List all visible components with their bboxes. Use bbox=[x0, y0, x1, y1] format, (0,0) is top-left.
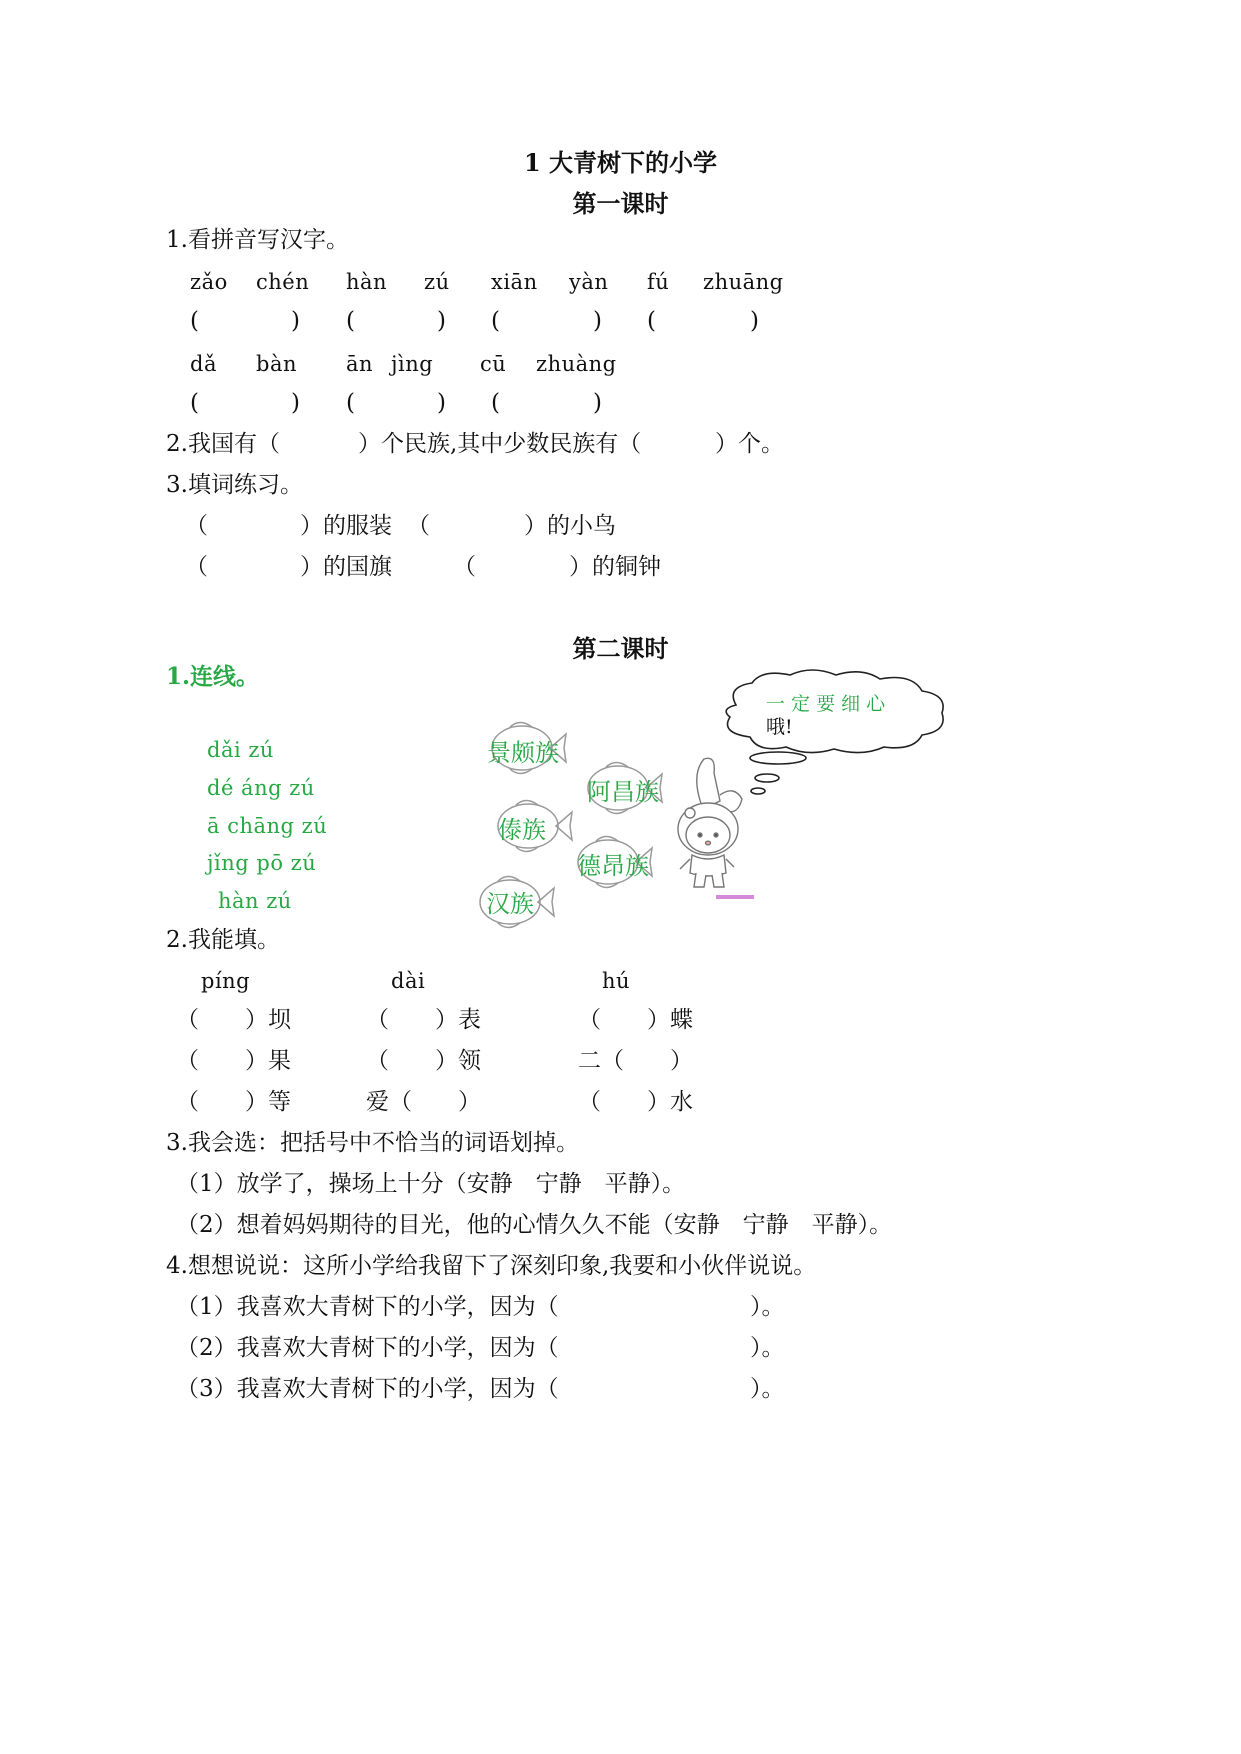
fill-item-clothing: ）的服装 bbox=[300, 513, 392, 539]
l2-q4-line-end: ）。 bbox=[750, 1294, 785, 1320]
l2-q3-sentence-2: （2）想着妈妈期待的目光，他的心情久久不能（安静 宁静 平静）。 bbox=[176, 1212, 893, 1238]
l1-q2-part1: 2.我国有（ bbox=[166, 431, 280, 457]
l2-q4-line-3: （3）我喜欢大青树下的小学，因为（ bbox=[176, 1376, 559, 1402]
speech-line-1: 一 定 要 细 心 bbox=[766, 693, 886, 715]
answer-paren-open: ( bbox=[190, 390, 199, 416]
answer-paren-close: ) bbox=[437, 390, 446, 416]
pinyin-header-dai: dài bbox=[391, 969, 426, 993]
answer-paren-open: ( bbox=[647, 308, 656, 334]
answer-paren-close: ) bbox=[750, 308, 759, 334]
fill-item-flag: ）的国旗 bbox=[300, 554, 392, 580]
l2-q1-label: 1.连线。 bbox=[166, 663, 260, 690]
pinyin-fu: fú bbox=[647, 270, 670, 294]
l2-q4-label: 4.想想说说：这所小学给我留下了深刻印象,我要和小伙伴说说。 bbox=[166, 1253, 817, 1279]
pinyin-zhuang: zhuāng bbox=[703, 270, 784, 294]
pinyin-jing: jìng bbox=[391, 352, 434, 376]
pinyin-zhuang2: zhuàng bbox=[536, 352, 617, 376]
speech-line-2: 哦! bbox=[766, 716, 793, 738]
fish-label-achang: 阿昌族 bbox=[587, 778, 659, 806]
pinyin-zu: zú bbox=[424, 270, 450, 294]
fill-paren-open: （ bbox=[185, 513, 208, 539]
answer-paren-open: ( bbox=[491, 390, 500, 416]
fill-paren-open: （ bbox=[185, 554, 208, 580]
fill-cell: 爱（ ） bbox=[366, 1089, 481, 1115]
fish-label-dai: 傣族 bbox=[498, 816, 546, 844]
fill-cell: （ ）蝶 bbox=[578, 1007, 693, 1033]
l2-q3-label: 3.我会选：把括号中不恰当的词语划掉。 bbox=[166, 1130, 579, 1156]
fish-label-deang: 德昂族 bbox=[577, 852, 649, 880]
lesson1-heading: 第一课时 bbox=[572, 189, 669, 218]
answer-paren-close: ) bbox=[437, 308, 446, 334]
answer-paren-close: ) bbox=[291, 308, 300, 334]
l2-q2-label: 2.我能填。 bbox=[166, 927, 280, 953]
fill-item-bird: ）的小鸟 bbox=[524, 513, 616, 539]
pinyin-yan: yàn bbox=[569, 270, 609, 294]
l1-q1-label: 1.看拼音写汉字。 bbox=[166, 227, 349, 253]
answer-paren-open: ( bbox=[190, 308, 199, 334]
answer-paren-close: ) bbox=[593, 390, 602, 416]
l2-q3-sentence-1: （1）放学了，操场上十分（安静 宁静 平静）。 bbox=[176, 1171, 686, 1197]
pinyin-ban: bàn bbox=[256, 352, 297, 376]
l1-q2-part2: ）个民族,其中少数民族有（ bbox=[358, 431, 642, 457]
fill-cell: 二（ ） bbox=[578, 1048, 693, 1074]
match-pinyin-deang: dé áng zú bbox=[207, 776, 315, 800]
answer-paren-open: ( bbox=[346, 390, 355, 416]
fill-cell: （ ）表 bbox=[366, 1007, 481, 1033]
fill-cell: （ ）等 bbox=[176, 1089, 291, 1115]
answer-paren-open: ( bbox=[346, 308, 355, 334]
fill-item-bell: ）的铜钟 bbox=[569, 554, 661, 580]
answer-paren-close: ) bbox=[291, 390, 300, 416]
match-pinyin-jingpo: jǐng pō zú bbox=[207, 851, 317, 875]
match-pinyin-han: hàn zú bbox=[218, 889, 292, 913]
l1-q2-part3: ）个。 bbox=[715, 431, 784, 457]
pinyin-an: ān bbox=[346, 352, 374, 376]
fill-cell: （ ）坝 bbox=[176, 1007, 291, 1033]
pinyin-han: hàn bbox=[346, 270, 388, 294]
l2-q4-line-1: （1）我喜欢大青树下的小学，因为（ bbox=[176, 1294, 559, 1320]
fill-cell: （ ）水 bbox=[578, 1089, 693, 1115]
fill-cell: （ ）领 bbox=[366, 1048, 481, 1074]
pinyin-xian: xiān bbox=[491, 270, 538, 294]
l1-q3-label: 3.填词练习。 bbox=[166, 472, 303, 498]
l2-q4-line-2: （2）我喜欢大青树下的小学，因为（ bbox=[176, 1335, 559, 1361]
fill-paren-open: （ bbox=[453, 554, 476, 580]
answer-paren-open: ( bbox=[491, 308, 500, 334]
pinyin-cu: cū bbox=[480, 352, 507, 376]
fill-paren-open: （ bbox=[407, 513, 430, 539]
pinyin-chen: chén bbox=[256, 270, 310, 294]
pinyin-header-ping: píng bbox=[201, 969, 251, 993]
l2-q4-line-end: ）。 bbox=[750, 1376, 785, 1402]
pinyin-zao: zǎo bbox=[190, 270, 228, 294]
page-title: 1 大青树下的小学 bbox=[523, 148, 718, 177]
fish-label-jingpo: 景颇族 bbox=[487, 739, 559, 767]
l2-q4-line-end: ）。 bbox=[750, 1335, 785, 1361]
pinyin-header-hu: hú bbox=[602, 969, 631, 993]
lesson2-heading: 第二课时 bbox=[572, 634, 669, 663]
match-pinyin-dai: dǎi zú bbox=[207, 738, 274, 762]
fill-cell: （ ）果 bbox=[176, 1048, 291, 1074]
fish-label-han: 汉族 bbox=[486, 890, 534, 918]
answer-paren-close: ) bbox=[593, 308, 602, 334]
cartoon-girl-illustration bbox=[668, 755, 758, 905]
pinyin-da: dǎ bbox=[190, 352, 217, 376]
match-pinyin-achang: ā chāng zú bbox=[207, 814, 328, 838]
